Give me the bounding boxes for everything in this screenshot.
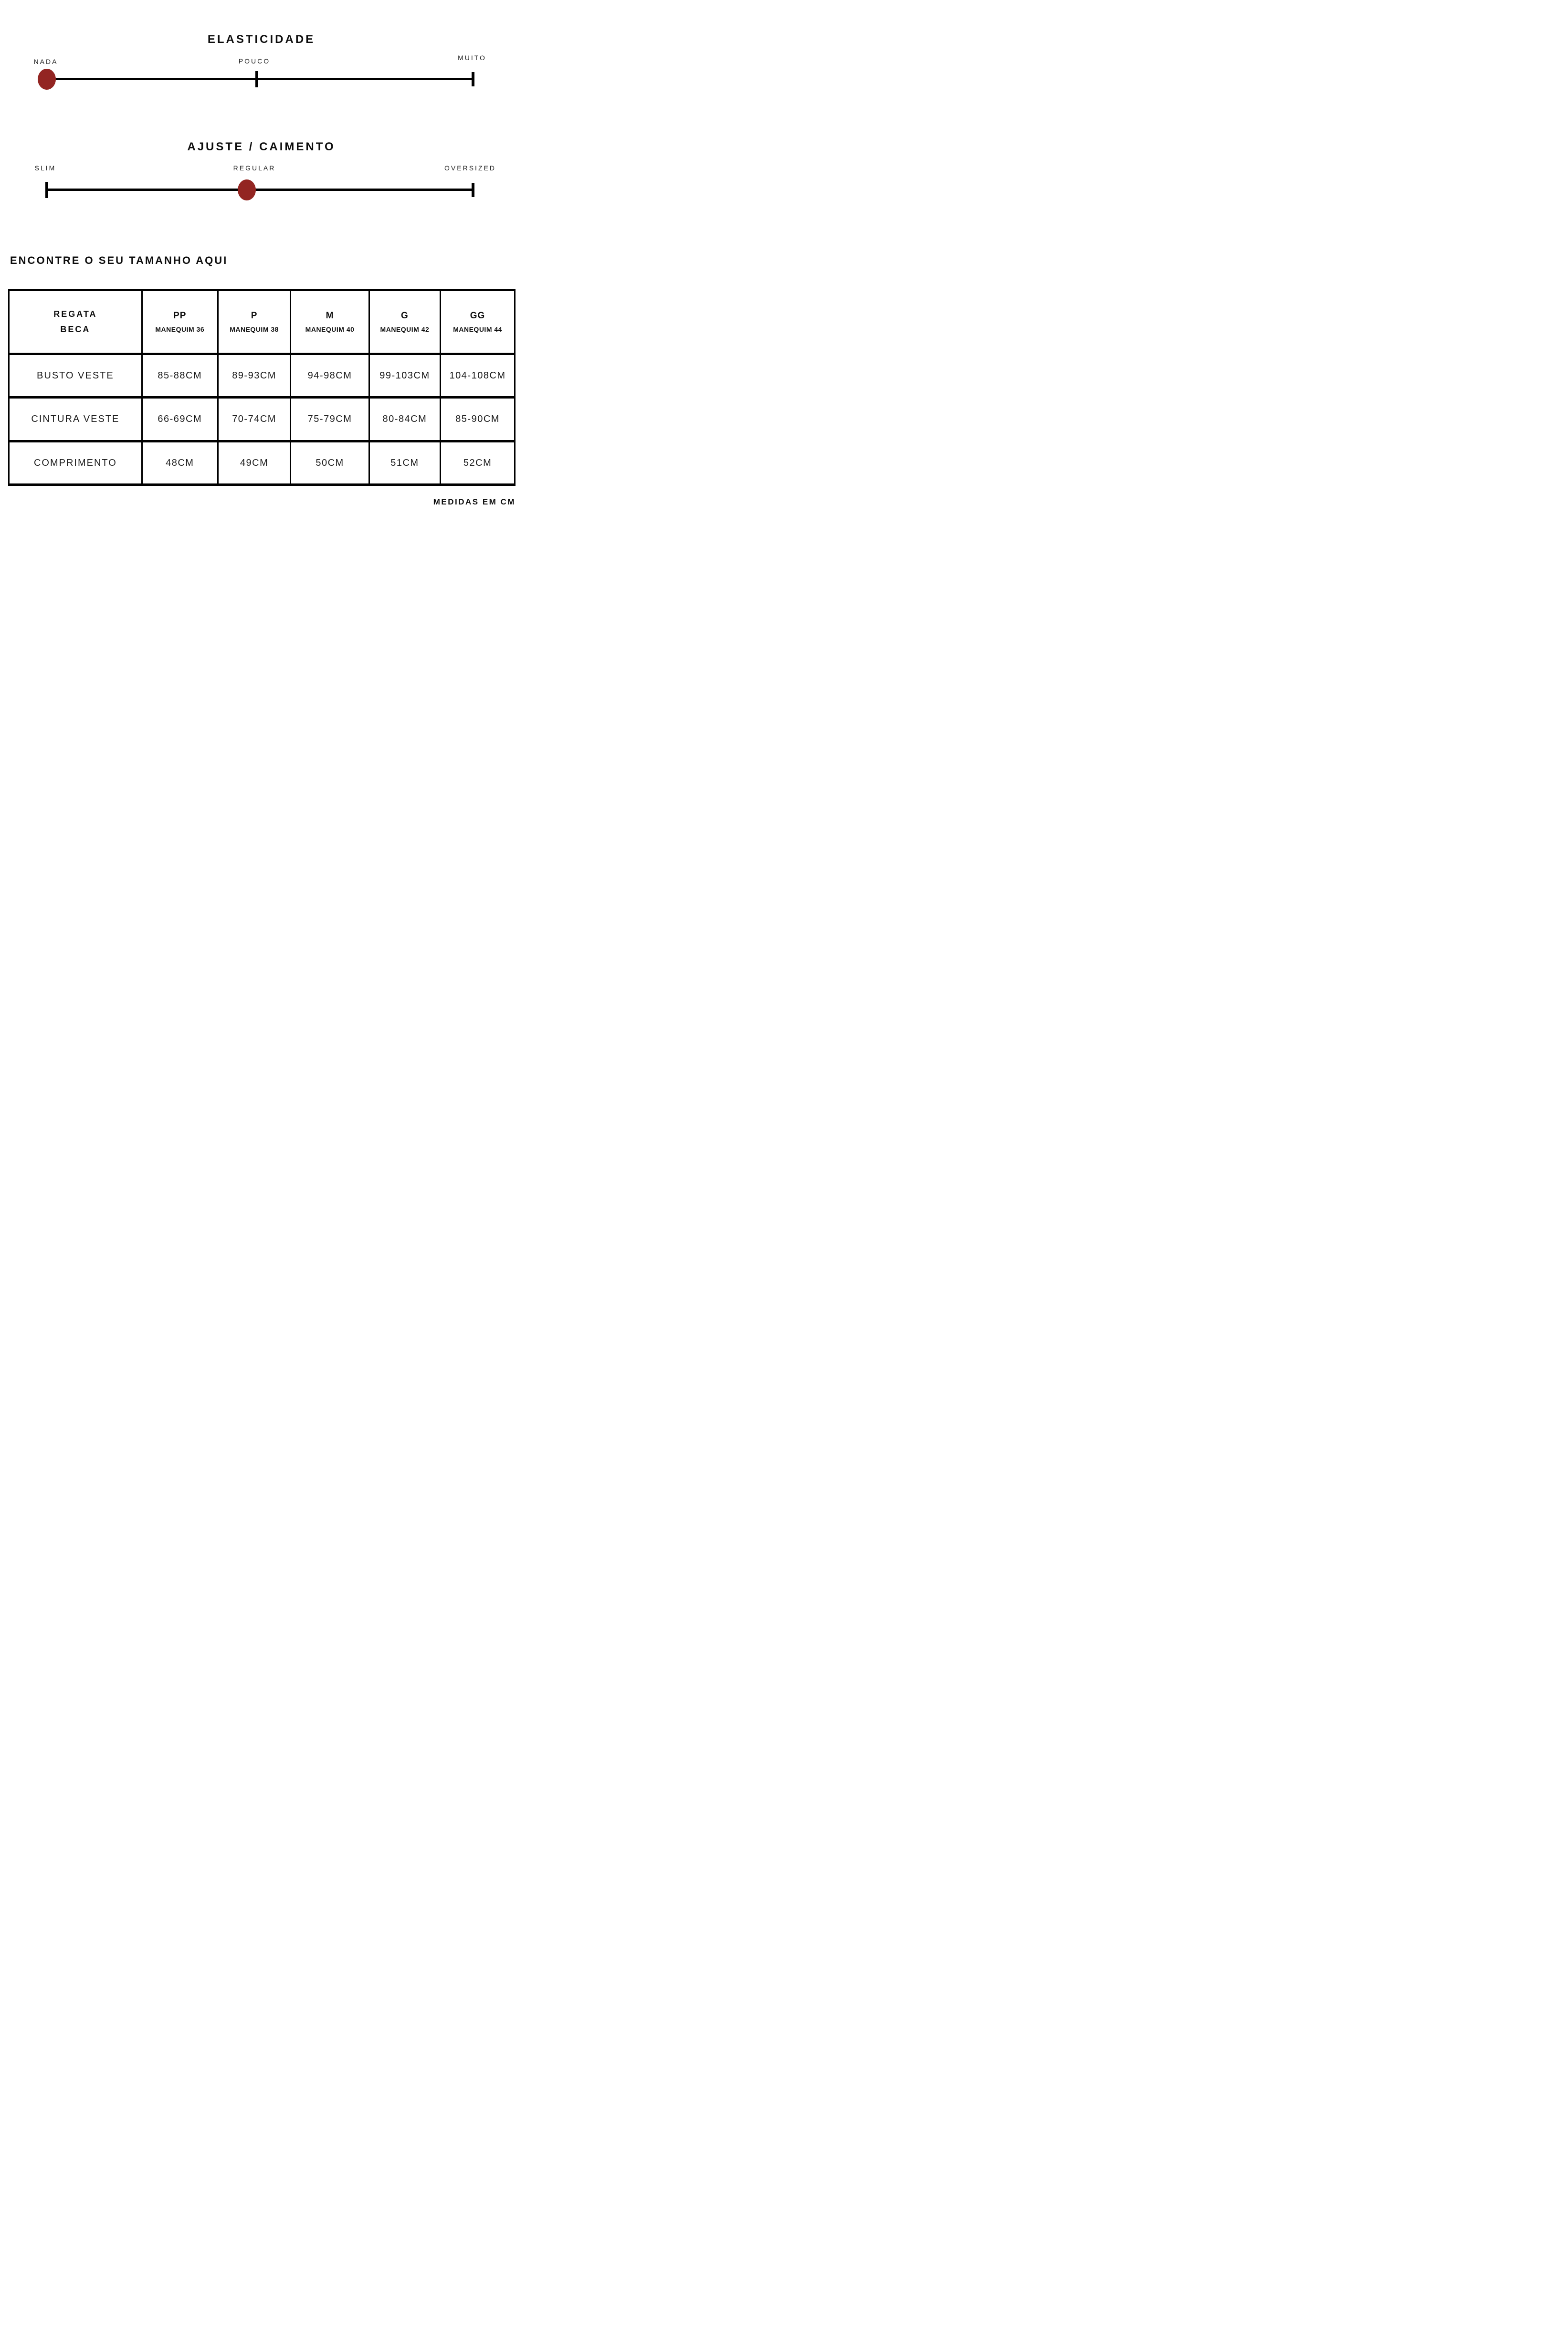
fit-label-slim: SLIM [34, 164, 56, 172]
cell-value: 94-98CM [291, 354, 369, 398]
size-code: PP [173, 311, 187, 321]
size-code: GG [470, 311, 485, 321]
elasticity-mid-tick [255, 71, 258, 87]
size-code: M [326, 311, 334, 321]
cell-value: 99-103CM [369, 354, 440, 398]
product-name-cell [9, 290, 142, 354]
size-header-m [291, 290, 369, 354]
elasticity-track [47, 78, 473, 80]
table-row-busto [9, 354, 515, 398]
cell-value: 89-93CM [218, 354, 291, 398]
cell-value: 49CM [218, 441, 291, 485]
row-label: COMPRIMENTO [9, 441, 142, 485]
cell-value: 70-74CM [218, 398, 291, 441]
size-guide-heading: ENCONTRE O SEU TAMANHO AQUI [10, 254, 228, 266]
cell-value: 50CM [291, 441, 369, 485]
fit-end-tick [472, 183, 474, 197]
size-header-g [369, 290, 440, 354]
cell-value: 85-88CM [142, 354, 218, 398]
table-row-cintura [9, 398, 515, 441]
size-table [8, 289, 516, 483]
cell-value: 75-79CM [291, 398, 369, 441]
size-mannequin: MANEQUIM 36 [155, 326, 205, 333]
elasticity-label-nada: NADA [33, 58, 58, 65]
size-header-gg [441, 290, 515, 354]
row-label: BUSTO VESTE [9, 354, 142, 398]
cell-value: 85-90CM [441, 398, 515, 441]
cell-value: 51CM [369, 441, 440, 485]
size-header-p [218, 290, 291, 354]
cell-value: 104-108CM [441, 354, 515, 398]
size-mannequin: MANEQUIM 40 [305, 326, 355, 333]
size-mannequin: MANEQUIM 42 [380, 326, 430, 333]
row-label: CINTURA VESTE [9, 398, 142, 441]
table-header-row [9, 290, 515, 354]
slider-marker [38, 69, 56, 90]
table-row-comprimento [9, 441, 515, 485]
fit-track [47, 189, 473, 191]
fit-label-oversized: OVERSIZED [444, 164, 496, 172]
cell-value: 80-84CM [369, 398, 440, 441]
slider-marker [238, 179, 256, 200]
cell-value: 52CM [441, 441, 515, 485]
product-name-line1: REGATA [53, 309, 97, 319]
size-mannequin: MANEQUIM 44 [453, 326, 502, 333]
size-header-pp [142, 290, 218, 354]
measurements-footnote: MEDIDAS EM CM [433, 497, 516, 506]
fit-start-tick [45, 182, 48, 198]
size-code: G [401, 311, 409, 321]
fit-title: AJUSTE / CAIMENTO [187, 140, 336, 153]
size-guide-page [0, 0, 523, 784]
cell-value: 66-69CM [142, 398, 218, 441]
size-code: P [251, 311, 258, 321]
cell-value: 48CM [142, 441, 218, 485]
elasticity-label-muito: MUITO [458, 54, 486, 62]
fit-label-regular: REGULAR [233, 164, 276, 172]
product-name-line2: BECA [60, 324, 91, 334]
elasticity-end-tick [472, 72, 474, 86]
elasticity-label-pouco: POUCO [238, 57, 271, 65]
size-mannequin: MANEQUIM 38 [230, 326, 279, 333]
elasticity-title: ELASTICIDADE [207, 33, 316, 46]
